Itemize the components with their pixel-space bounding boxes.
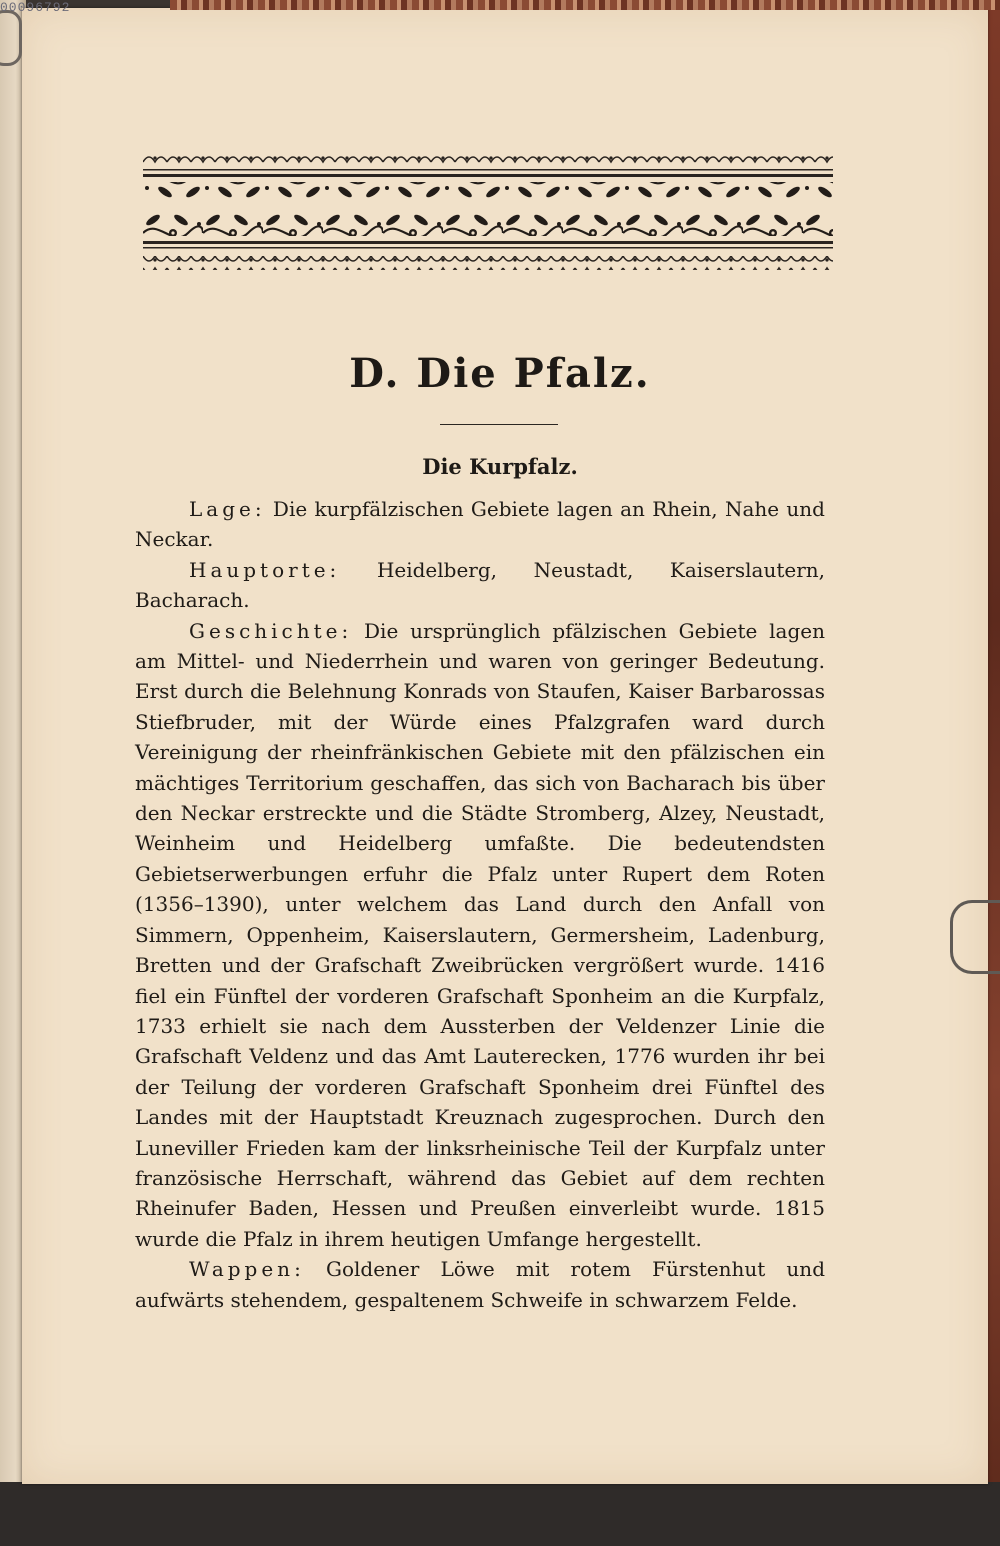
page-clip [950,900,1000,974]
section-title: Die Kurpfalz. [422,454,578,479]
scan-id: 00096792 [0,0,71,15]
paragraph-label: Geschichte: [189,618,353,643]
paragraph-label: Wappen: [189,1257,305,1282]
paragraph-text: Goldener Löwe mit rotem Fürstenhut und aufwärts stehendem, gespaltenem Schweife in schwarzem Felde. [135,1257,825,1312]
paragraph-hauptorte [135,555,825,616]
paragraph-text: Die ursprünglich pfälzischen Gebiete lagen am Mittel- und Niederrhein und waren von geringer Bedeutung. Erst durch die Belehnung Konrads von Staufen, Kaiser Barbarossas Stiefbruder, mit der Würde eines Pfalzgrafen ward durch Vereinigung der rheinfränkischen Gebiete mit den pfälzischen ein mächtiges Territorium geschaffen, das sich von Bacharach bis über den Neckar erstreckte und die Städte Stromberg, Alzey, Neustadt, Weinheim und Heidelberg umfaßte. Die bedeutendsten Gebietserwerbungen erfuhr die Pfalz unter Rupert dem Roten (1356–1390), unter welchem das Land durch den Anfall von Simmern, Oppenheim, Kaiserslautern, Germersheim, Ladenburg, Bretten und der Grafschaft Zweibrücken vergrößert wurde. 1416 fiel ein Fünftel der vorderen Grafschaft Sponheim an die Kurpfalz, 1733 erhielt sie nach dem Aussterben der Veldenzer Linie die Grafschaft Veldenz und das Amt Lauterecken, 1776 wurden ihr bei der Teilung der vorderen Grafschaft Sponheim drei Fünftel des Landes mit der Hauptstadt Kreuznach zugesprochen. Durch den Luneviller Frieden kam der linksrheinische Teil der Kurpfalz unter französische Herrschaft, während das Gebiet auf dem rechten Rheinufer Baden, Hessen und Preußen einverleibt wurde. 1815 wurde die Pfalz in ihrem heutigen Umfange hergestellt. [135,618,825,1251]
heading-divider [440,424,558,425]
binder-ring [0,10,22,66]
decorative-header-ornament [143,152,833,274]
paragraph-geschichte [135,616,825,1255]
paragraph-text: Heidelberg, Neustadt, Kaiserslautern, Bacharach. [135,557,825,613]
body-text [135,494,825,1315]
page-heading: D. Die Pfalz. [349,350,651,397]
marbled-cover-right [988,0,1000,1546]
paragraph-text: Die kurpfälzischen Gebiete lagen an Rhein, Nahe und Neckar. [135,497,825,552]
paragraph-label: Lage: [189,497,266,521]
paragraph-wappen [135,1254,825,1315]
book-cover-bottom [0,1482,1000,1546]
paragraph-lage [135,494,825,555]
paragraph-label: Hauptorte: [189,557,341,582]
marbled-cover-top [170,0,1000,10]
